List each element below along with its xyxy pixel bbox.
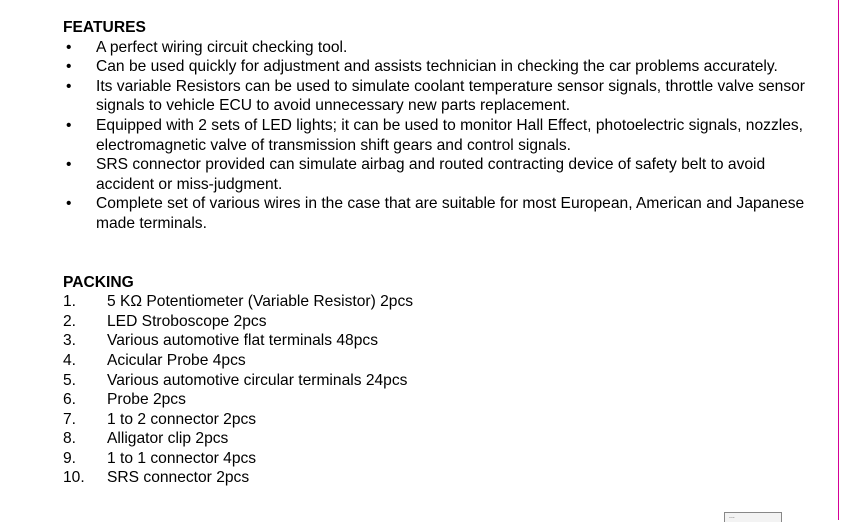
item-number: 1. xyxy=(63,293,77,311)
item-number: 3. xyxy=(63,332,77,350)
feature-text: A perfect wiring circuit checking tool. xyxy=(96,38,348,56)
list-item xyxy=(63,390,823,410)
item-text: 1 to 2 connector 2pcs xyxy=(107,410,257,428)
bullet-icon: • xyxy=(66,195,72,213)
list-item xyxy=(63,292,823,312)
list-item xyxy=(63,331,823,351)
bullet-icon: • xyxy=(66,38,72,56)
packing-heading: PACKING xyxy=(63,273,134,291)
list-item xyxy=(63,429,823,449)
item-number: 7. xyxy=(63,410,77,428)
list-item xyxy=(63,57,823,77)
list-item xyxy=(63,371,823,391)
features-list xyxy=(63,38,823,234)
item-number: 10. xyxy=(63,469,85,487)
item-text: 5 KΩ Potentiometer (Variable Resistor) 2pcs xyxy=(107,293,414,311)
corner-tab: ... xyxy=(724,512,782,522)
item-number: 9. xyxy=(63,449,77,467)
item-text: Various automotive circular terminals 24pcs xyxy=(107,371,408,389)
item-number: 2. xyxy=(63,312,77,330)
feature-text: Equipped with 2 sets of LED lights; it can be used to monitor Hall Effect, photoelectric signals, nozzles, electromagnetic valve of transmission shift gears and control signals. xyxy=(96,116,804,154)
feature-text: SRS connector provided can simulate airbag and routed contracting device of safety belt to avoid accident or miss-judgment. xyxy=(96,156,766,193)
bullet-icon: • xyxy=(66,58,72,76)
feature-text: Can be used quickly for adjustment and assists technician in checking the car problems accurately. xyxy=(96,58,778,76)
item-text: Probe 2pcs xyxy=(107,391,186,409)
feature-text: Complete set of various wires in the case that are suitable for most European, American and Japanese made terminals. xyxy=(96,195,805,232)
list-item xyxy=(63,312,823,332)
features-heading: FEATURES xyxy=(63,19,146,36)
list-item xyxy=(63,468,823,488)
list-item xyxy=(63,194,823,233)
item-number: 8. xyxy=(63,430,77,448)
item-text: Acicular Probe 4pcs xyxy=(107,351,246,369)
list-item xyxy=(63,38,823,58)
list-item xyxy=(63,449,823,469)
bullet-icon: • xyxy=(66,156,72,174)
item-text: Various automotive flat terminals 48pcs xyxy=(107,332,378,350)
list-item xyxy=(63,351,823,371)
page-border-line xyxy=(838,0,839,520)
list-item xyxy=(63,116,823,155)
bullet-icon: • xyxy=(66,77,72,95)
list-item xyxy=(63,410,823,430)
feature-text: Its variable Resistors can be used to simulate coolant temperature sensor signals, throttle valve sensor signals to vehicle ECU to avoid unnecessary new parts replacement. xyxy=(96,77,805,115)
list-item xyxy=(63,77,823,116)
document-body xyxy=(63,18,823,488)
list-item xyxy=(63,155,823,194)
item-text: Alligator clip 2pcs xyxy=(107,430,229,448)
item-text: SRS connector 2pcs xyxy=(107,469,250,487)
packing-list xyxy=(63,292,823,488)
bullet-icon: • xyxy=(66,116,72,134)
item-number: 5. xyxy=(63,371,77,389)
item-number: 6. xyxy=(63,391,77,409)
item-text: LED Stroboscope 2pcs xyxy=(107,312,267,330)
item-number: 4. xyxy=(63,351,77,369)
section-spacer xyxy=(63,234,823,273)
item-text: 1 to 1 connector 4pcs xyxy=(107,449,257,467)
